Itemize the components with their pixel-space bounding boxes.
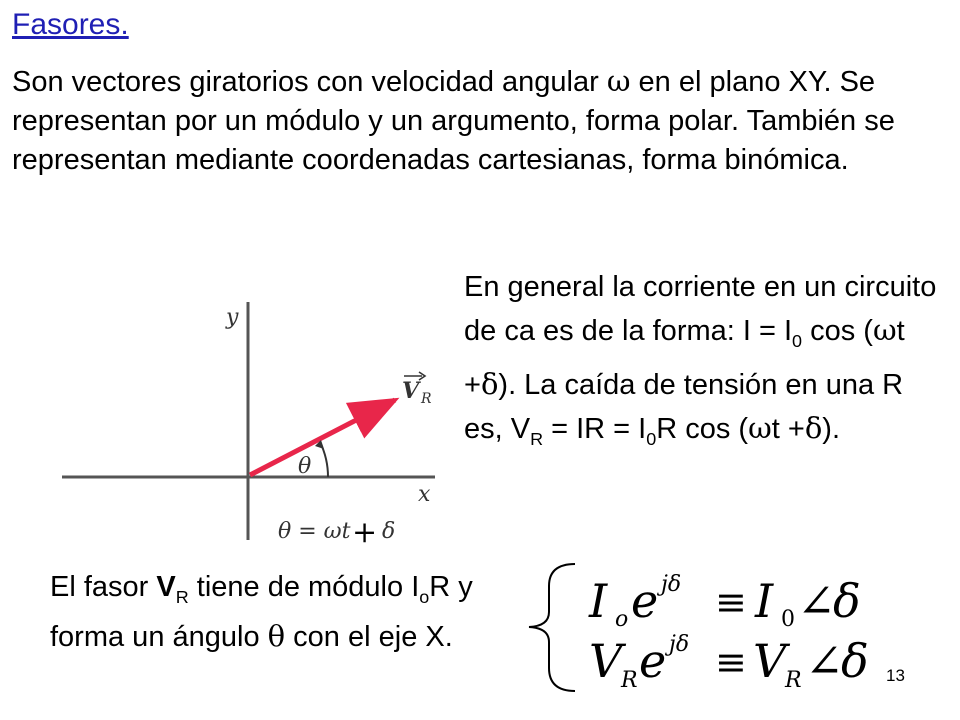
svg-text:e: e (631, 574, 659, 628)
vr-vector-label: V (402, 378, 420, 404)
svg-text:jδ: jδ (661, 572, 682, 597)
phasor-diagram (40, 290, 450, 550)
svg-text:V: V (753, 634, 787, 688)
delta-symbol: δ (480, 366, 499, 401)
phasor-paragraph: El fasor $V_R$ tiene de módulo $I_oR$ y forma un ángulo θ con el eje X. (50, 571, 473, 653)
svg-text:∠: ∠ (797, 574, 836, 628)
intro-text-1: Son vectores giratorios con velocidad angular (12, 66, 607, 98)
svg-text:R: R (621, 668, 638, 693)
svg-text:δ: δ (833, 574, 861, 628)
svg-text:jδ: jδ (669, 632, 690, 657)
svg-text:o: o (615, 607, 629, 632)
phasor-equations (585, 565, 885, 695)
theta-symbol: θ (267, 618, 286, 653)
svg-text:δ: δ (841, 634, 869, 688)
delta-symbol: δ (804, 410, 823, 445)
svg-text:I: I (589, 574, 608, 628)
omega-symbol: ω (748, 410, 772, 445)
svg-text:V: V (589, 634, 623, 688)
vr-vector-subscript: R (421, 391, 432, 407)
svg-text:≡: ≡ (715, 580, 747, 624)
intro-paragraph (12, 62, 932, 180)
svg-text:e: e (639, 634, 667, 688)
svg-text:0: 0 (781, 607, 795, 632)
current-formula-paragraph: En general la corriente en un circuito de ca es de la forma: $I = I_0$ cos (ωt +δ). La caída de tensión en una R es, $V_R$ = IR = $I_0R$ cos (ωt +δ). (464, 271, 937, 449)
svg-text:≡: ≡ (715, 640, 747, 684)
slide-title: Fasores. (12, 8, 129, 41)
equation-voltage (589, 632, 869, 693)
theta-equation: θ = ωt (278, 519, 351, 544)
svg-text:R: R (785, 668, 802, 693)
curly-brace (525, 560, 585, 695)
theta-equation-plus: + (352, 515, 378, 550)
omega-symbol: ω (872, 313, 897, 347)
theta-label: θ (298, 454, 312, 479)
omega-symbol: ω (606, 64, 631, 98)
vr-vector-arrow (250, 400, 395, 475)
theta-equation-delta: δ (382, 519, 396, 544)
intro-text-2: en el plano XY. Se representan por un módulo y un argumento, forma polar. También se representan mediante coordenadas cartesianas, forma binómica. (12, 66, 895, 176)
equation-current (588, 572, 861, 632)
svg-text:I: I (755, 574, 774, 628)
svg-text:∠: ∠ (805, 634, 844, 688)
y-axis-label: y (226, 305, 239, 330)
vr-bold-symbol: V (156, 571, 176, 603)
page-number: 13 (886, 666, 905, 685)
x-axis-label: x (418, 482, 431, 507)
